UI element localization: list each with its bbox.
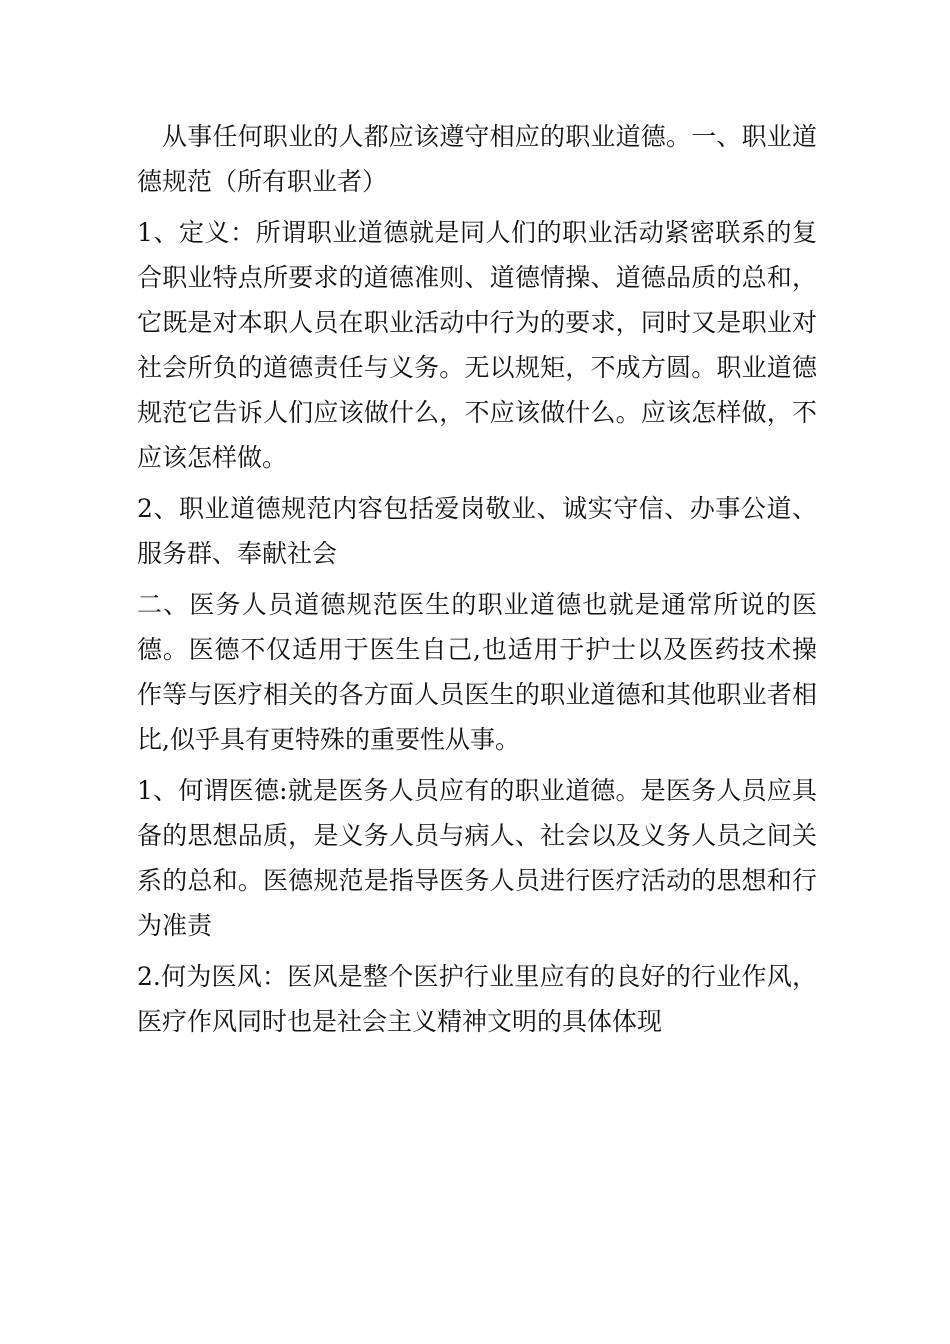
document-page xyxy=(137,114,817,1050)
medical-virtue-paragraph: 1、何谓医德:就是医务人员应有的职业道德。是医务人员应具备的思想品质，是义务人员与病人、社会以及义务人员之间关系的总和。医德规范是指导医务人员进行医疗活动的思想和行为准责 xyxy=(137,776,817,940)
medical-ethics-paragraph: 二、医务人员道德规范医生的职业道德也就是通常所说的医德。医德不仅适用于医生自己,也适用于护士以及医药技术操作等与医疗相关的各方面人员医生的职业道德和其他职业者相比,似乎具有更特殊的重要性从事。 xyxy=(137,590,817,754)
intro-paragraph: 从事任何职业的人都应该遵守相应的职业道德。一、职业道德规范（所有职业者） xyxy=(137,122,817,196)
medical-conduct-paragraph: 2.何为医风：医风是整个医护行业里应有的良好的行业作风，医疗作风同时也是社会主义精神文明的具体体现 xyxy=(137,962,817,1036)
definition-paragraph: 1、定义：所谓职业道德就是同人们的职业活动紧密联系的复合职业特点所要求的道德准则、道德情操、道德品质的总和，它既是对本职人员在职业活动中行为的要求，同时又是职业对社会所负的道德责任与义务。无以规矩，不成方圆。职业道德规范它告诉人们应该做什么，不应该做什么。应该怎样做，不应该怎样做。 xyxy=(137,218,817,472)
content-paragraph: 2、职业道德规范内容包括爱岗敬业、诚实守信、办事公道、服务群、奉献社会 xyxy=(137,494,817,568)
